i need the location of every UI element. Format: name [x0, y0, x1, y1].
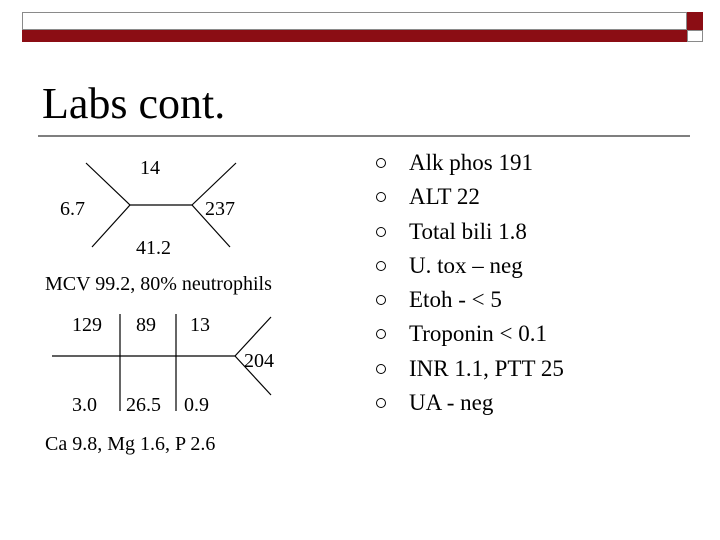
bmp-glucose: 204: [244, 350, 274, 372]
bullet-circle-icon: [376, 398, 386, 408]
bullet-circle-icon: [376, 364, 386, 374]
bullet-text: Total bili 1.8: [409, 218, 527, 244]
list-item: [376, 253, 706, 287]
bullet-text: U. tox – neg: [409, 252, 523, 278]
cbc-hct: 41.2: [136, 237, 171, 259]
cbc-wbc: 6.7: [60, 198, 85, 220]
bmp-bun: 13: [190, 314, 210, 336]
cbc-line-lower-left: [92, 205, 130, 247]
list-item: [376, 184, 706, 218]
bmp-cr: 0.9: [184, 394, 209, 416]
bmp-k: 3.0: [72, 394, 97, 416]
indices-note: MCV 99.2, 80% neutrophils: [45, 273, 272, 295]
cbc-plt: 237: [205, 198, 235, 220]
bullet-circle-icon: [376, 295, 386, 305]
list-item: [376, 287, 706, 321]
bullet-circle-icon: [376, 261, 386, 271]
cbc-line-upper-left: [86, 163, 130, 205]
bullet-circle-icon: [376, 192, 386, 202]
lab-bullet-list: [376, 150, 706, 424]
list-item: [376, 356, 706, 390]
bullet-circle-icon: [376, 329, 386, 339]
bullet-text: UA - neg: [409, 390, 494, 416]
bmp-cl: 89: [136, 314, 156, 336]
list-item: [376, 150, 706, 184]
bullet-text: ALT 22: [409, 184, 480, 210]
cbc-hgb: 14: [140, 157, 160, 179]
slide-title: Labs cont.: [42, 79, 226, 128]
electrolytes-note: Ca 9.8, Mg 1.6, P 2.6: [45, 433, 216, 455]
bullet-circle-icon: [376, 158, 386, 168]
list-item: [376, 219, 706, 253]
bmp-hco3: 26.5: [126, 394, 161, 416]
bullet-text: Troponin < 0.1: [409, 321, 548, 347]
bullet-circle-icon: [376, 227, 386, 237]
bullet-text: Alk phos 191: [409, 150, 533, 175]
list-item: [376, 390, 706, 424]
bullet-text: Etoh - < 5: [409, 287, 502, 313]
bullet-text: INR 1.1, PTT 25: [409, 355, 564, 381]
bmp-na: 129: [72, 314, 102, 336]
list-item: [376, 321, 706, 355]
